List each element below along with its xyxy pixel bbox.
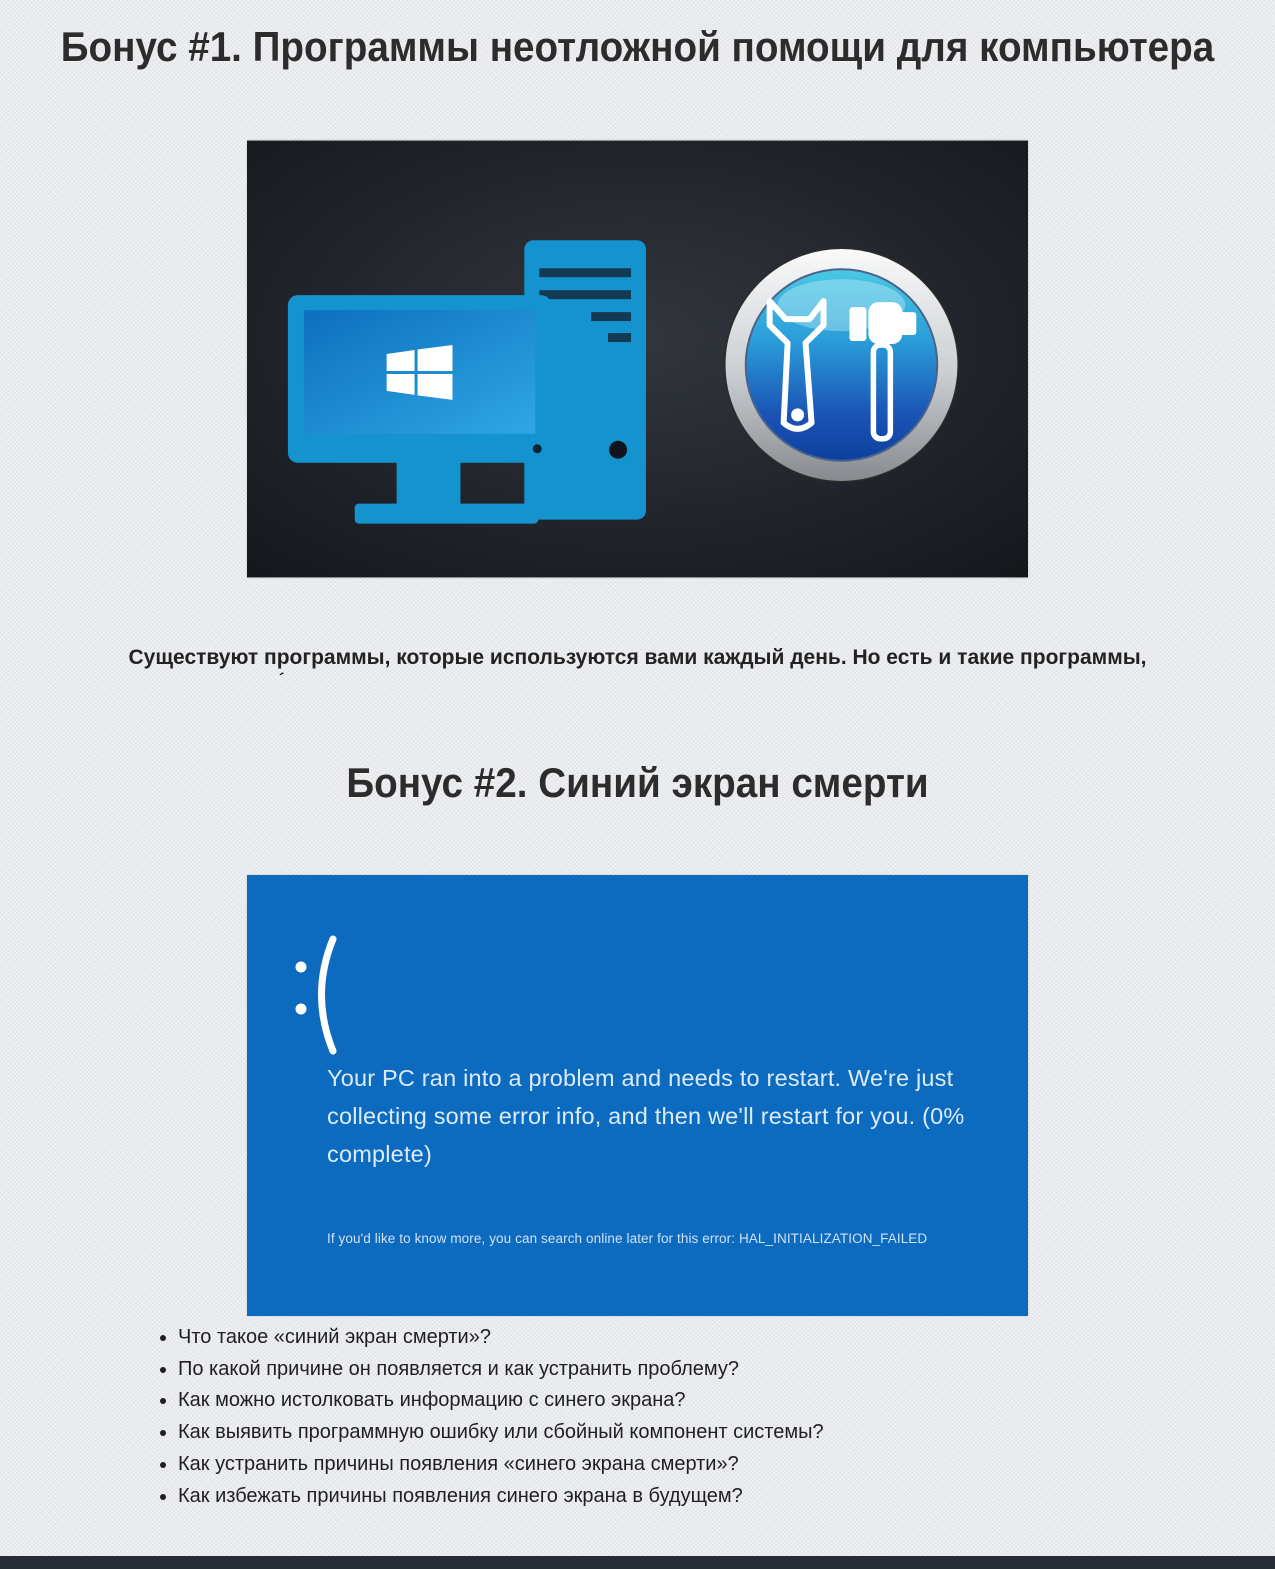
bsod-error-detail: If you'd like to know more, you can search online later for this error: HAL_INITIALIZATION_FAILED [327, 1231, 928, 1246]
list-item: • По какой причине он появляется и как устранить проблему? [178, 1354, 1058, 1386]
tools-orb-icon [725, 248, 958, 481]
bsod-message-line: Your PC ran into a problem and needs to restart. We're just [327, 1065, 954, 1091]
sad-face-icon [293, 935, 345, 1057]
list-item: • Как можно истолковать информацию с синего экрана? [178, 1385, 1058, 1417]
section2-heading: Бонус #2. Синий экран смерти [346, 759, 929, 806]
bsod-message-line: collecting some error info, and then we'll restart for you. (0% [327, 1103, 965, 1129]
list-item: • Что такое «синий экран смерти»? [178, 1322, 1058, 1354]
lead-paragraph: Существуют программы, которые используются вами каждый день. Но есть и такие программы, [128, 646, 1147, 669]
footer-bar [0, 1556, 1275, 1569]
bsod-screenshot [247, 875, 1028, 1316]
bsod-message-line: complete) [327, 1141, 432, 1167]
list-item: • Как избежать причины появления синего экрана в будущем? [178, 1481, 1058, 1513]
computer-tools-illustration [247, 140, 1028, 578]
section1-heading: Бонус #1. Программы неотложной помощи для компьютера [60, 23, 1215, 70]
list-item: • Как выявить программную ошибку или сбойный компонент системы? [178, 1417, 1058, 1449]
bsod-message [327, 1059, 988, 1173]
computer-tools-graphic [247, 140, 1028, 578]
question-list [158, 1322, 1058, 1512]
list-item: • Как устранить причины появления «синего экрана смерти»? [178, 1449, 1058, 1481]
cutoff-text-artifact: ´ [276, 669, 286, 690]
